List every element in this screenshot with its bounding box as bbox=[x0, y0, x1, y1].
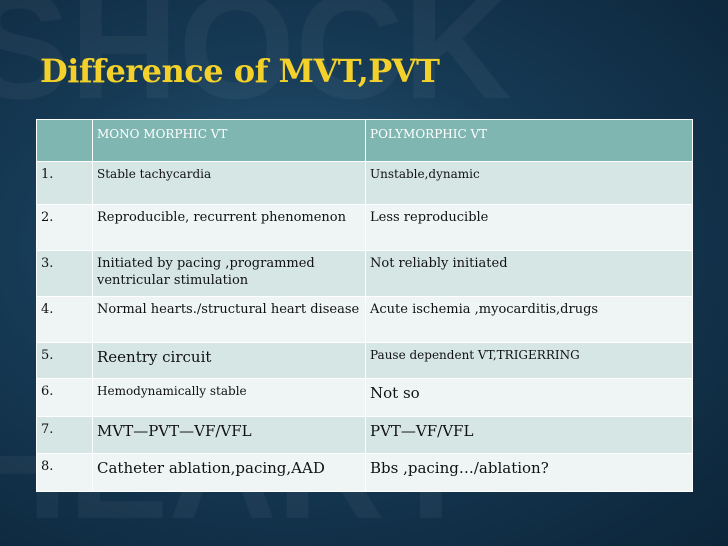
mvt-cell: Reentry circuit bbox=[93, 343, 366, 379]
table-row bbox=[37, 162, 693, 205]
header-cell-pvt: POLYMORPHIC VT bbox=[366, 120, 693, 162]
row-number: 8. bbox=[37, 454, 93, 492]
table-row bbox=[37, 379, 693, 417]
table-row bbox=[37, 454, 693, 492]
table-row bbox=[37, 343, 693, 379]
mvt-cell: Catheter ablation,pacing,AAD bbox=[93, 454, 366, 492]
slide-title: Difference of MVT,PVT bbox=[40, 52, 440, 90]
header-cell-mvt: MONO MORPHIC VT bbox=[93, 120, 366, 162]
row-number: 3. bbox=[37, 251, 93, 297]
header-cell-number bbox=[37, 120, 93, 162]
pvt-cell: Less reproducible bbox=[366, 205, 693, 251]
mvt-cell: MVT—PVT—VF/VFL bbox=[93, 417, 366, 454]
row-number: 6. bbox=[37, 379, 93, 417]
mvt-cell: Normal hearts./structural heart disease bbox=[93, 297, 366, 343]
table-row bbox=[37, 251, 693, 297]
pvt-cell: Not so bbox=[366, 379, 693, 417]
pvt-cell: Bbs ,pacing…/ablation? bbox=[366, 454, 693, 492]
mvt-cell: Reproducible, recurrent phenomenon bbox=[93, 205, 366, 251]
pvt-cell: Unstable,dynamic bbox=[366, 162, 693, 205]
table-row bbox=[37, 417, 693, 454]
pvt-cell: Acute ischemia ,myocarditis,drugs bbox=[366, 297, 693, 343]
pvt-cell: PVT—VF/VFL bbox=[366, 417, 693, 454]
comparison-table bbox=[36, 119, 693, 492]
row-number: 7. bbox=[37, 417, 93, 454]
row-number: 4. bbox=[37, 297, 93, 343]
table-row bbox=[37, 297, 693, 343]
pvt-cell: Pause dependent VT,TRIGERRING bbox=[366, 343, 693, 379]
row-number: 2. bbox=[37, 205, 93, 251]
mvt-cell: Stable tachycardia bbox=[93, 162, 366, 205]
row-number: 1. bbox=[37, 162, 93, 205]
table-row bbox=[37, 205, 693, 251]
mvt-cell: Initiated by pacing ,programmed ventricular stimulation bbox=[93, 251, 366, 297]
pvt-cell: Not reliably initiated bbox=[366, 251, 693, 297]
row-number: 5. bbox=[37, 343, 93, 379]
mvt-cell: Hemodynamically stable bbox=[93, 379, 366, 417]
table-header-row bbox=[37, 120, 693, 162]
